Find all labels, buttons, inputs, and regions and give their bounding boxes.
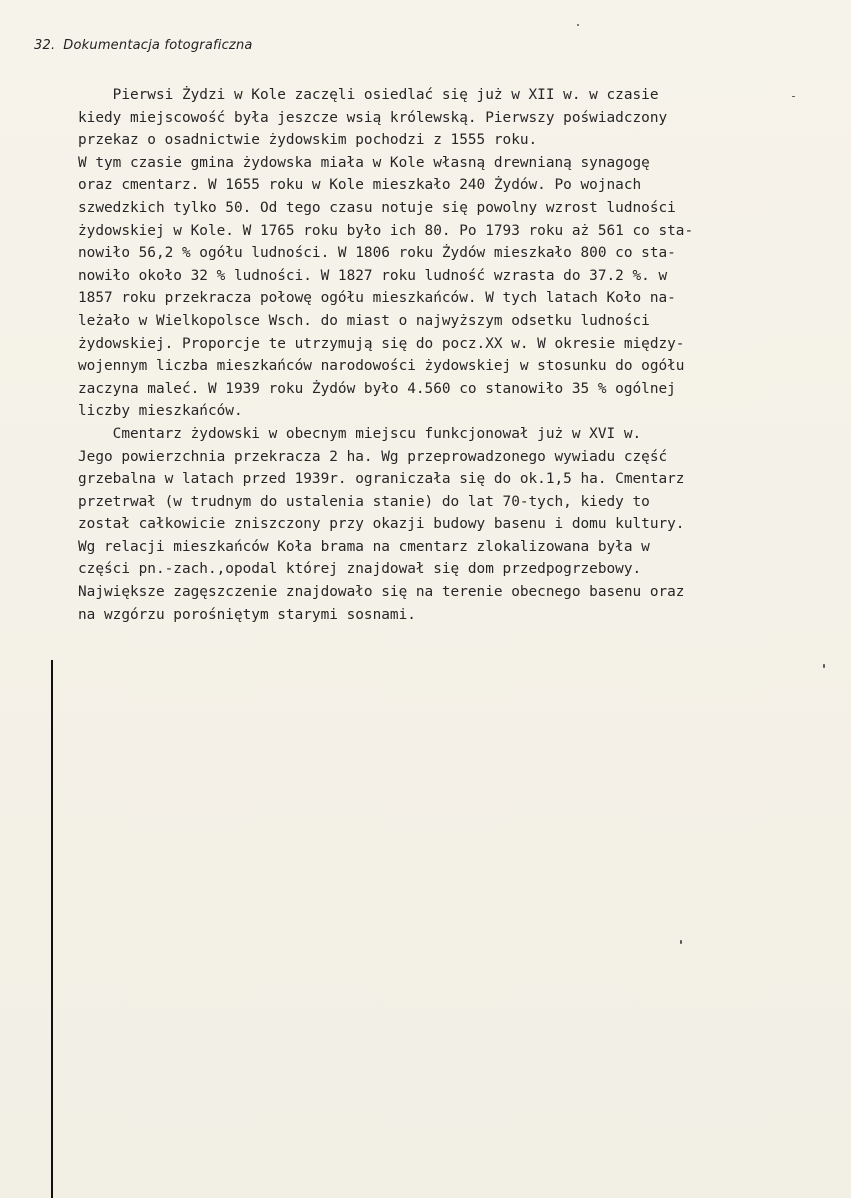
page-number: 32. — [34, 38, 56, 53]
text-line: Cmentarz żydowski w obecnym miejscu funkcjonował już w XVI w. — [78, 425, 642, 442]
text-line: Wg relacji mieszkańców Koła brama na cmentarz zlokalizowana była w — [78, 538, 650, 555]
text-line: 1857 roku przekracza połowę ogółu mieszkańców. W tych latach Koło na- — [78, 290, 676, 307]
text-line: wojennym liczba mieszkańców narodowości żydowskiej w stosunku do ogółu — [78, 358, 685, 375]
text-line: Jego powierzchnia przekracza 2 ha. Wg przeprowadzonego wywiadu część — [78, 448, 668, 465]
text-line: przetrwał (w trudnym do ustalenia stanie) do lat 70-tych, kiedy to — [78, 493, 650, 510]
section-title: Dokumentacja fotograficzna — [63, 38, 253, 53]
text-line: kiedy miejscowość była jeszcze wsią królewską. Pierwszy poświadczony — [78, 109, 668, 126]
text-line: na wzgórzu porośniętym starymi sosnami. — [78, 606, 416, 623]
text-line: nowiło około 32 % ludności. W 1827 roku ludność wzrasta do 37.2 %. w — [78, 267, 668, 284]
text-line: przekaz o osadnictwie żydowskim pochodzi z 1555 roku. — [78, 132, 538, 149]
text-line: oraz cmentarz. W 1655 roku w Kole mieszkało 240 Żydów. Po wojnach — [78, 177, 642, 194]
text-line: został całkowicie zniszczony przy okazji budowy basenu i domu kultury. — [78, 516, 685, 533]
scan-speck — [823, 664, 825, 668]
scan-speck — [792, 96, 795, 97]
page-header — [34, 38, 253, 53]
text-line: żydowskiej. Proporcje te utrzymują się do pocz.XX w. W okresie między- — [78, 335, 685, 352]
text-line: leżało w Wielkopolsce Wsch. do miast o najwyższym odsetku ludności — [78, 312, 650, 329]
text-line: Pierwsi Żydzi w Kole zaczęli osiedlać się już w XII w. w czasie — [78, 87, 659, 103]
scan-speck — [680, 940, 682, 944]
paragraph-2 — [78, 423, 798, 626]
text-line: W tym czasie gmina żydowska miała w Kole własną drewnianą synagogę — [78, 154, 650, 171]
paragraph-1 — [78, 84, 798, 423]
text-line: części pn.-zach.,opodal której znajdował się dom przedpogrzebowy. — [78, 561, 642, 578]
text-line: zaczyna maleć. W 1939 roku Żydów było 4.560 co stanowiło 35 % ogólnej — [78, 380, 676, 397]
text-line: nowiło 56,2 % ogółu ludności. W 1806 roku Żydów mieszkało 800 co sta- — [78, 245, 676, 262]
body-text — [78, 84, 798, 626]
scan-speck — [577, 24, 579, 26]
margin-rule — [51, 660, 53, 1198]
text-line: liczby mieszkańców. — [78, 403, 243, 420]
text-line: szwedzkich tylko 50. Od tego czasu notuje się powolny wzrost ludności — [78, 199, 676, 216]
text-line: Największe zagęszczenie znajdowało się na terenie obecnego basenu oraz — [78, 584, 685, 601]
text-line: żydowskiej w Kole. W 1765 roku było ich 80. Po 1793 roku aż 561 co sta- — [78, 222, 694, 239]
text-line: grzebalna w latach przed 1939r. ograniczała się do ok.1,5 ha. Cmentarz — [78, 471, 685, 488]
